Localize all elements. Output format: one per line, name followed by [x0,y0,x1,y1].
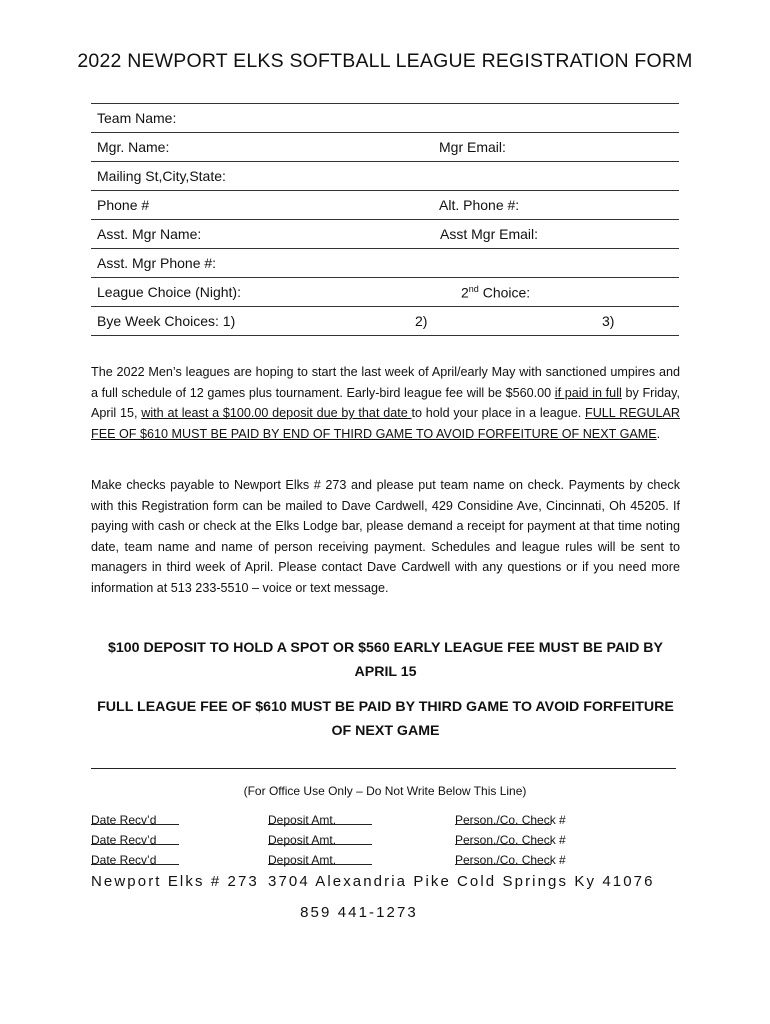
mgr-email-field[interactable]: Mgr Email: [439,139,506,155]
page-title: 2022 NEWPORT ELKS SOFTBALL LEAGUE REGISTRATION FORM [77,50,693,72]
date-received-label: Date Recv’d [91,833,157,847]
manager-row [91,133,679,162]
info-text: by Friday, April 15, [91,385,680,421]
blank-line [91,813,179,825]
info-underlined-full-fee: FULL REGULAR FEE OF $610 MUST BE PAID BY END OF THIRD GAME TO AVOID FORFEITURE OF NEXT GAME [91,406,680,441]
team-name-field[interactable]: Team Name: [97,110,177,126]
deposit-amount-label: Deposit Amt. [268,813,337,827]
blank-line [455,813,551,825]
asst-mgr-phone-field[interactable]: Asst. Mgr Phone #: [97,255,217,271]
footer-phone: 859 441-1273 [300,904,418,921]
person-check-label: Person./Co. Check # [455,853,566,867]
mgr-name-field[interactable]: Mgr. Name: [97,139,170,155]
second-choice-label: Choice: [478,284,531,301]
blank-line [268,813,372,825]
date-received-label: Date Recv’d [91,813,157,827]
office-use-note: (For Office Use Only – Do Not Write Below This Line) [243,784,527,798]
footer-org-name: Newport Elks # 273 [91,873,259,890]
person-check-label: Person./Co. Check # [455,833,566,847]
second-choice-superscript: nd [468,284,479,294]
second-choice-number: 2 [461,284,469,301]
bye-week-choice-3[interactable]: 3) [602,313,615,329]
bye-week-row [91,307,679,336]
league-choice-row [91,278,679,307]
footer-city: Cold Springs Ky 41076 [457,873,655,890]
blank-line [268,833,372,845]
payment-info-paragraph: Make checks payable to Newport Elks # 273 and please put team name on check. Payments by check with this Registration form can be mailed to Dave Cardwell, 429 Considine Ave, Cincinnati, Oh 45205. If paying with cash or check at the Elks Lodge bar, please demand a receipt for payment at that time noting date, team name and name of person receiving payment. Schedules and league rules will be sent to managers in third week of April. Please contact Dave Cardwell with any questions or if you need more information at 513 233-5510 – voice or text message. [91,478,680,595]
full-fee-notice: FULL LEAGUE FEE OF $610 MUST BE PAID BY THIRD GAME TO AVOID FORFEITURE OF NEXT GAME [97,699,674,739]
bye-week-choice-2[interactable]: 2) [415,313,428,329]
alt-phone-field[interactable]: Alt. Phone #: [439,197,520,213]
deposit-amount-label: Deposit Amt. [268,853,337,867]
registration-table [91,103,679,336]
info-underlined-deposit: with at least a $100.00 deposit due by that date [141,406,412,421]
info-underlined-paid-in-full: if paid in full [554,385,622,400]
info-text: The 2022 Men’s leagues are hoping to start the last week of April/early May with sanctioned umpires and a full schedule of 12 games plus tournament. Early-bird league fee will be $560.00 [91,365,680,400]
mailing-row [91,162,679,191]
blank-line [268,853,372,865]
phone-row [91,191,679,220]
blank-line [91,833,179,845]
blank-line [455,853,551,865]
deposit-amount-label: Deposit Amt. [268,833,337,847]
asst-mgr-name-field[interactable]: Asst. Mgr Name: [97,226,202,242]
league-choice-field[interactable]: League Choice (Night): [97,284,241,300]
office-divider-line [91,768,676,769]
team-name-row [91,104,679,133]
phone-field[interactable]: Phone # [97,197,150,213]
date-received-label: Date Recv’d [91,853,157,867]
deposit-notice: $100 DEPOSIT TO HOLD A SPOT OR $560 EARLY LEAGUE FEE MUST BE PAID BY APRIL 15 [107,640,663,680]
person-check-label: Person./Co. Check # [455,813,566,827]
asst-mgr-email-field[interactable]: Asst Mgr Email: [440,226,539,242]
blank-line [91,853,179,865]
bye-week-choice-1[interactable]: Bye Week Choices: 1) [97,313,236,329]
league-info-paragraph [91,362,680,444]
mailing-address-field[interactable]: Mailing St,City,State: [97,168,226,184]
blank-line [455,833,551,845]
asst-phone-row [91,249,679,278]
info-text: . [656,426,661,441]
second-choice-field[interactable] [461,284,530,301]
info-text: to hold your place in a league. [411,406,585,421]
footer-street: 3704 Alexandria Pike [268,873,451,890]
asst-manager-row [91,220,679,249]
